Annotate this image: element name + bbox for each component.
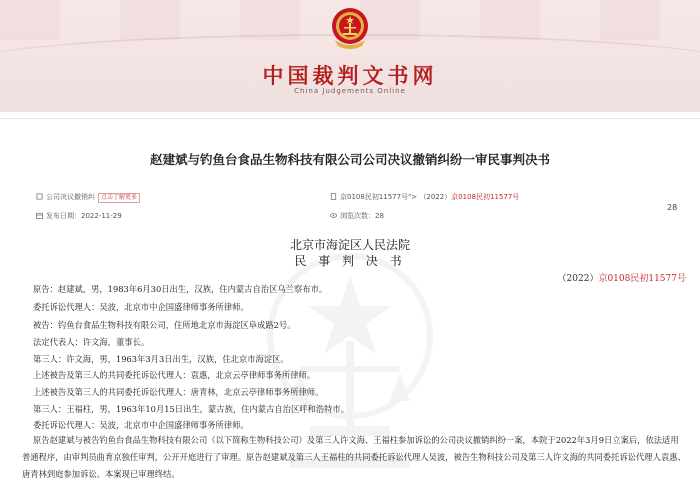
document-icon	[330, 193, 337, 200]
party-line: 第三人：许文海，男，1963年3月3日出生，汉族，住北京市海淀区。	[33, 354, 289, 364]
site-header	[0, 0, 700, 112]
case-meta	[330, 192, 519, 202]
case-prefix: 京0108民初11577号"> （2022）	[340, 193, 452, 201]
party-line: 委托诉讼代理人：吴波，北京市中企国盛律师事务所律师。	[33, 302, 249, 312]
counter-number: 28	[667, 203, 678, 212]
case-summary-paragraph: 原告赵建斌与被告钓鱼台食品生物科技有限公司（以下简称生物科技公司）及第三人许文海、王福柱参加诉讼的公司决议撤销纠纷一案，本院于2022年3月9日立案后，依法适用普通程序，由审判员曲育京独任审判，公开开庭进行了审理。原告赵建斌及第三人王福柱的共同委托诉讼代理人吴波，被告生物科技公司及第三人许文海的共同委托诉讼代理人袁惠、唐青林到庭参加诉讼。本案现已审理终结。	[22, 435, 686, 479]
document-kind: 民 事 判 决 书	[294, 254, 406, 268]
party-line: 委托诉讼代理人：吴波，北京市中企国盛律师事务所律师。	[33, 420, 249, 430]
views-meta	[330, 211, 384, 221]
site-title[interactable]: 中国裁判文书网	[262, 64, 438, 88]
case-number-meta: 京0108民初11577号	[451, 193, 520, 201]
case-year: （2022）	[557, 274, 599, 284]
court-emblem-icon	[329, 6, 371, 52]
more-info-tag[interactable]: 点击了解更多	[98, 193, 140, 203]
release-label: 发布日期：	[46, 212, 81, 220]
header-divider	[0, 118, 700, 119]
site-subtitle: China Judgements Online	[294, 87, 406, 95]
cause-icon	[36, 193, 43, 200]
court-name: 北京市海淀区人民法院	[289, 238, 410, 252]
views-label: 浏览次数：	[340, 212, 375, 220]
party-line: 上述被告及第三人的共同委托诉讼代理人：唐青林，北京云亭律师事务所律师。	[33, 387, 324, 397]
release-meta	[36, 211, 122, 221]
party-line: 原告：赵建斌，男，1983年6月30日出生，汉族，住内蒙古自治区乌兰察布市。	[33, 284, 328, 294]
calendar-icon	[36, 212, 43, 219]
cause-meta	[36, 192, 140, 203]
party-line: 上述被告及第三人的共同委托诉讼代理人：袁惠，北京云亭律师事务所律师。	[33, 370, 316, 380]
release-date: 2022-11-29	[81, 212, 122, 220]
party-line: 被告：钓鱼台食品生物科技有限公司，住所地北京市海淀区阜成路2号。	[33, 320, 296, 330]
case-number-line	[558, 271, 686, 284]
party-line: 第三人：王福柱，男，1963年10月15日出生，蒙古族，住内蒙古自治区呼和浩特市。	[33, 404, 350, 414]
case-number: 京0108民初11577号	[598, 274, 686, 284]
party-line: 法定代表人：许文海，董事长。	[33, 337, 150, 347]
document-title: 赵建斌与钓鱼台食品生物科技有限公司公司决议撤销纠纷一审民事判决书	[149, 152, 550, 167]
views-count: 28	[375, 212, 384, 220]
cause-label: 公司决议撤销纠	[46, 193, 95, 201]
eye-icon	[330, 212, 337, 219]
